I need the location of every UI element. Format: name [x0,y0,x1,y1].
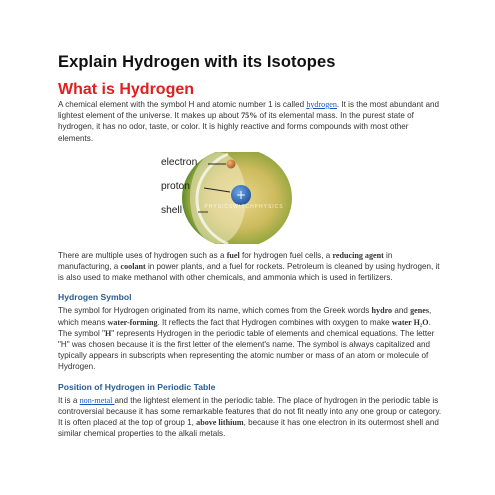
text: for hydrogen fuel cells, a [239,250,333,260]
text: of its elemental mass. In the purest state of hydrogen, it has no odor, taste, or color. It is highly reactive and forms compounds with most other elements. [58,111,414,143]
bold-term: H [104,328,112,338]
hydrogen-atom-diagram [58,152,444,244]
text: There are multiple uses of hydrogen such as a [58,250,227,260]
bold-term: above lithium [196,418,244,428]
non-metal-link[interactable]: non-metal [79,395,115,405]
percent-value: 75% [241,111,258,121]
text: A chemical element with the symbol H and atomic number 1 is called [58,100,307,109]
watermark-text: PHYSICSWITCHPHYSICS [204,203,284,210]
proton-sign: + [235,187,247,202]
text: and the lightest element in the periodic table. The place of hydrogen in the periodic table is controversial because it has some remarkable features that do not fit neatly into any one group or category. It is often placed at the top of group 1, [58,395,442,428]
text: , which means [58,306,432,327]
bold-term: reducing agent [332,250,384,260]
atom-illustration [58,152,444,244]
section-heading-what-is-hydrogen: What is Hydrogen [58,81,195,98]
text: . It is the most abundant and lightest element of the universe. It makes up about [58,100,440,121]
text: and [392,306,411,316]
text: " represents Hydrogen in the periodic table of elements and chemical equations. The letter "H" was chosen because it is the first letter of the element's name. The symbol is always capitalized and typically appears in subscripts when representing the atomic number or mass of an atom or molecule of Hydrogen. [58,328,435,372]
text: The symbol for Hydrogen originated from its name, which comes from the Greek words [58,306,372,316]
text: . It reflects the fact that Hydrogen combines with oxygen to make [157,317,392,327]
intro-paragraph [58,99,444,144]
section-heading-hydrogen-symbol: Hydrogen Symbol [58,292,132,303]
bold-term: hydro [371,306,393,316]
text: , because it has one electron in its outermost shell and similar chemical properties to the alkali metals. [58,418,439,439]
bold-term: fuel [226,250,240,260]
text: in manufacturing, a [58,250,393,272]
proton-label: proton [161,180,190,192]
symbol-paragraph [58,305,444,372]
bold-term: water H₂O [391,317,429,327]
position-paragraph [58,395,444,440]
bold-term: coolant [120,262,146,272]
shell-label: shell [161,204,182,216]
electron-label: electron [161,156,198,168]
text: in power plants, and a fuel for rockets. Petroleum is cleaned by using hydrogen, it is also used to make methanol with other chemicals, and ammonia which is used in fertilizers. [58,262,440,283]
electron-dot [227,159,236,168]
uses-paragraph [58,250,444,284]
section-heading-position: Position of Hydrogen in Periodic Table [58,381,216,392]
bold-term: genes [410,306,429,316]
page-title: Explain Hydrogen with its Isotopes [58,53,336,71]
article [58,52,444,439]
hydrogen-link[interactable]: hydrogen [306,100,337,109]
text: It is a [58,395,80,405]
text: . The symbol " [58,317,431,338]
bold-term: water-forming [107,317,158,327]
